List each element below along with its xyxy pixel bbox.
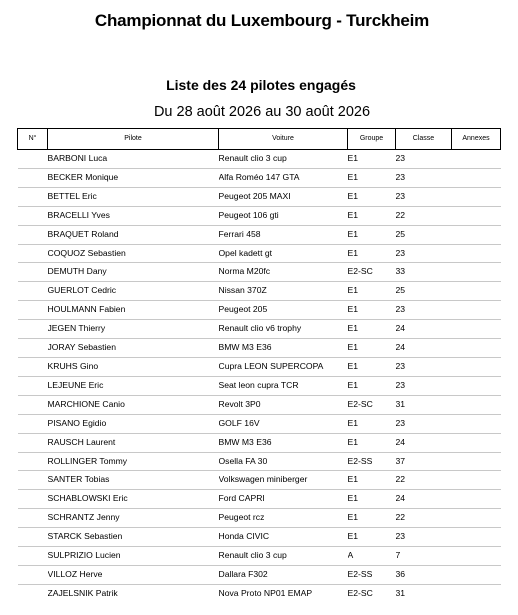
table-row xyxy=(18,414,501,433)
cell-num xyxy=(18,282,48,301)
cell-voiture: Cupra LEON SUPERCOPA xyxy=(218,360,324,371)
cell-num xyxy=(18,301,48,320)
cell-voiture: Renault clio 3 cup xyxy=(218,153,287,163)
cell-voiture: Nova Proto NP01 EMAP xyxy=(218,587,313,598)
table-row xyxy=(18,490,501,509)
cell-num xyxy=(18,263,48,282)
cell-num xyxy=(18,225,48,244)
cell-voiture: Renault clio v6 trophy xyxy=(218,323,302,334)
cell-num xyxy=(18,490,48,509)
cell-pilote: BETTEL Eric xyxy=(47,190,97,201)
cell-annexes xyxy=(452,565,501,584)
cell-annexes xyxy=(452,301,501,320)
table-row xyxy=(18,150,501,169)
cell-groupe: E2-SC xyxy=(347,587,373,598)
cell-voiture: Volkswagen miniberger xyxy=(218,474,308,485)
cell-voiture: Peugeot rcz xyxy=(218,512,265,523)
table-row xyxy=(18,584,501,602)
cell-pilote: BRACELLI Yves xyxy=(47,209,110,220)
table-row xyxy=(18,187,501,206)
cell-annexes xyxy=(452,433,501,452)
cell-classe: 31 xyxy=(395,398,406,409)
column-header-voiture: Voiture xyxy=(219,129,348,150)
table-row xyxy=(18,547,501,566)
cell-annexes xyxy=(452,452,501,471)
cell-pilote: SCHRANTZ Jenny xyxy=(47,512,120,523)
cell-annexes xyxy=(452,414,501,433)
cell-num xyxy=(18,206,48,225)
cell-classe: 24 xyxy=(395,323,406,334)
cell-pilote: SULPRIZIO Lucien xyxy=(47,550,121,561)
cell-pilote: RAUSCH Laurent xyxy=(47,436,116,447)
cell-annexes xyxy=(452,395,501,414)
cell-pilote: KRUHS Gino xyxy=(47,360,99,371)
table-row xyxy=(18,376,501,395)
cell-annexes xyxy=(452,339,501,358)
table-row xyxy=(18,509,501,528)
cell-annexes xyxy=(452,528,501,547)
cell-annexes xyxy=(452,376,501,395)
column-header-classe: Classe xyxy=(396,129,452,150)
table-row xyxy=(18,225,501,244)
table-row xyxy=(18,282,501,301)
cell-pilote: BECKER Monique xyxy=(47,171,119,182)
table-row xyxy=(18,263,501,282)
cell-classe: 23 xyxy=(395,360,406,371)
cell-pilote: HOULMANN Fabien xyxy=(47,304,126,315)
column-header-groupe: Groupe xyxy=(348,129,396,150)
cell-num xyxy=(18,150,48,169)
table-row xyxy=(18,320,501,339)
cell-voiture: Renault clio 3 cup xyxy=(218,550,287,561)
cell-pilote: COQUOZ Sebastien xyxy=(47,247,126,258)
cell-pilote: JEGEN Thierry xyxy=(47,323,106,334)
cell-groupe: E1 xyxy=(347,417,359,428)
cell-pilote: GUERLOT Cedric xyxy=(47,285,117,296)
cell-groupe: E1 xyxy=(347,209,359,220)
cell-voiture: Osella FA 30 xyxy=(218,455,268,466)
table-row xyxy=(18,433,501,452)
cell-pilote: ZAJELSNIK Patrik xyxy=(47,587,118,598)
cell-voiture: Ferrari 458 xyxy=(218,228,261,239)
cell-annexes xyxy=(452,471,501,490)
cell-num xyxy=(18,565,48,584)
cell-annexes xyxy=(452,206,501,225)
cell-voiture: BMW M3 E36 xyxy=(218,436,272,447)
table-header-row xyxy=(18,129,501,150)
cell-pilote: STARCK Sebastien xyxy=(47,531,123,542)
cell-classe: 23 xyxy=(395,417,406,428)
table-row xyxy=(18,471,501,490)
cell-voiture: Revolt 3P0 xyxy=(218,398,261,409)
cell-annexes xyxy=(452,187,501,206)
cell-voiture: Alfa Roméo 147 GTA xyxy=(218,171,300,182)
cell-groupe: E1 xyxy=(347,304,359,315)
cell-voiture: Norma M20fc xyxy=(218,266,271,277)
cell-classe: 33 xyxy=(395,266,406,277)
pilots-table xyxy=(17,128,501,603)
cell-annexes xyxy=(452,320,501,339)
cell-classe: 23 xyxy=(395,171,406,182)
cell-groupe: E2-SS xyxy=(347,568,373,579)
cell-num xyxy=(18,547,48,566)
cell-groupe: E1 xyxy=(347,247,359,258)
cell-annexes xyxy=(452,150,501,169)
cell-groupe: E1 xyxy=(347,153,359,163)
cell-groupe: E2-SS xyxy=(347,455,373,466)
cell-classe: 24 xyxy=(395,436,406,447)
cell-classe: 25 xyxy=(395,285,406,296)
cell-num xyxy=(18,376,48,395)
cell-classe: 7 xyxy=(395,550,401,561)
cell-num xyxy=(18,244,48,263)
column-header-pilote: Pilote xyxy=(48,129,219,150)
cell-pilote: PISANO Egidio xyxy=(47,417,107,428)
cell-pilote: LEJEUNE Eric xyxy=(47,379,104,390)
cell-groupe: E1 xyxy=(347,190,359,201)
cell-num xyxy=(18,471,48,490)
cell-num xyxy=(18,187,48,206)
cell-pilote: DEMUTH Dany xyxy=(47,266,107,277)
cell-annexes xyxy=(452,547,501,566)
cell-classe: 37 xyxy=(395,455,406,466)
table-row xyxy=(18,452,501,471)
cell-classe: 23 xyxy=(395,379,406,390)
cell-classe: 22 xyxy=(395,512,406,523)
cell-annexes xyxy=(452,490,501,509)
table-row xyxy=(18,244,501,263)
cell-annexes xyxy=(452,357,501,376)
cell-pilote: SCHABLOWSKI Eric xyxy=(47,493,128,504)
cell-voiture: GOLF 16V xyxy=(218,417,260,428)
cell-voiture: Ford CAPRI xyxy=(218,493,265,504)
table-row xyxy=(18,395,501,414)
cell-voiture: BMW M3 E36 xyxy=(218,342,272,353)
cell-classe: 23 xyxy=(395,247,406,258)
cell-classe: 23 xyxy=(395,531,406,542)
cell-num xyxy=(18,528,48,547)
cell-annexes xyxy=(452,509,501,528)
cell-groupe: A xyxy=(347,550,354,561)
cell-groupe: E1 xyxy=(347,474,359,485)
cell-groupe: E1 xyxy=(347,512,359,523)
cell-groupe: E1 xyxy=(347,379,359,390)
cell-classe: 23 xyxy=(395,153,406,163)
cell-groupe: E1 xyxy=(347,323,359,334)
cell-groupe: E1 xyxy=(347,285,359,296)
cell-groupe: E1 xyxy=(347,228,359,239)
cell-num xyxy=(18,168,48,187)
cell-num xyxy=(18,357,48,376)
cell-voiture: Peugeot 205 xyxy=(218,304,268,315)
cell-num xyxy=(18,584,48,602)
cell-annexes xyxy=(452,263,501,282)
table-row xyxy=(18,301,501,320)
cell-groupe: E1 xyxy=(347,493,359,504)
cell-groupe: E1 xyxy=(347,436,359,447)
column-header-num: N° xyxy=(18,129,48,150)
table-row xyxy=(18,339,501,358)
cell-classe: 23 xyxy=(395,304,406,315)
cell-voiture: Peugeot 106 gti xyxy=(218,209,279,220)
cell-num xyxy=(18,339,48,358)
cell-groupe: E1 xyxy=(347,342,359,353)
cell-annexes xyxy=(452,584,501,602)
cell-num xyxy=(18,452,48,471)
cell-pilote: ROLLINGER Tommy xyxy=(47,455,128,466)
cell-classe: 31 xyxy=(395,587,406,598)
cell-annexes xyxy=(452,282,501,301)
column-header-annexes: Annexes xyxy=(452,129,501,150)
cell-pilote: MARCHIONE Canio xyxy=(47,398,125,409)
cell-num xyxy=(18,433,48,452)
cell-voiture: Dallara F302 xyxy=(218,568,268,579)
cell-groupe: E1 xyxy=(347,531,359,542)
table-row xyxy=(18,565,501,584)
cell-groupe: E2-SC xyxy=(347,398,373,409)
cell-pilote: BRAQUET Roland xyxy=(47,228,119,239)
table-row xyxy=(18,357,501,376)
cell-groupe: E1 xyxy=(347,360,359,371)
table-body xyxy=(18,150,501,603)
cell-num xyxy=(18,414,48,433)
cell-classe: 22 xyxy=(395,474,406,485)
cell-voiture: Opel kadett gt xyxy=(218,247,273,258)
cell-num xyxy=(18,509,48,528)
cell-voiture: Nissan 370Z xyxy=(218,285,267,296)
cell-classe: 23 xyxy=(395,190,406,201)
cell-classe: 22 xyxy=(395,209,406,220)
cell-pilote: SANTER Tobias xyxy=(47,474,110,485)
cell-pilote: BARBONI Luca xyxy=(47,153,108,163)
cell-voiture: Peugeot 205 MAXI xyxy=(218,190,291,201)
cell-annexes xyxy=(452,168,501,187)
cell-annexes xyxy=(452,244,501,263)
cell-annexes xyxy=(452,225,501,244)
cell-classe: 24 xyxy=(395,342,406,353)
cell-pilote: JORAY Sebastien xyxy=(47,342,116,353)
cell-classe: 36 xyxy=(395,568,406,579)
cell-groupe: E2-SC xyxy=(347,266,373,277)
cell-classe: 24 xyxy=(395,493,406,504)
cell-classe: 25 xyxy=(395,228,406,239)
table-row xyxy=(18,528,501,547)
cell-voiture: Seat leon cupra TCR xyxy=(218,379,299,390)
cell-num xyxy=(18,320,48,339)
document-subtitle: Liste des 24 pilotes engagés xyxy=(166,77,356,93)
cell-num xyxy=(18,395,48,414)
event-dates: Du 28 août 2026 au 30 août 2026 xyxy=(153,104,371,120)
document-title: Championnat du Luxembourg - Turckheim xyxy=(94,11,430,30)
table-row xyxy=(18,168,501,187)
cell-pilote: VILLOZ Herve xyxy=(47,568,103,579)
cell-groupe: E1 xyxy=(347,171,359,182)
table-row xyxy=(18,206,501,225)
cell-voiture: Honda CIVIC xyxy=(218,531,270,542)
